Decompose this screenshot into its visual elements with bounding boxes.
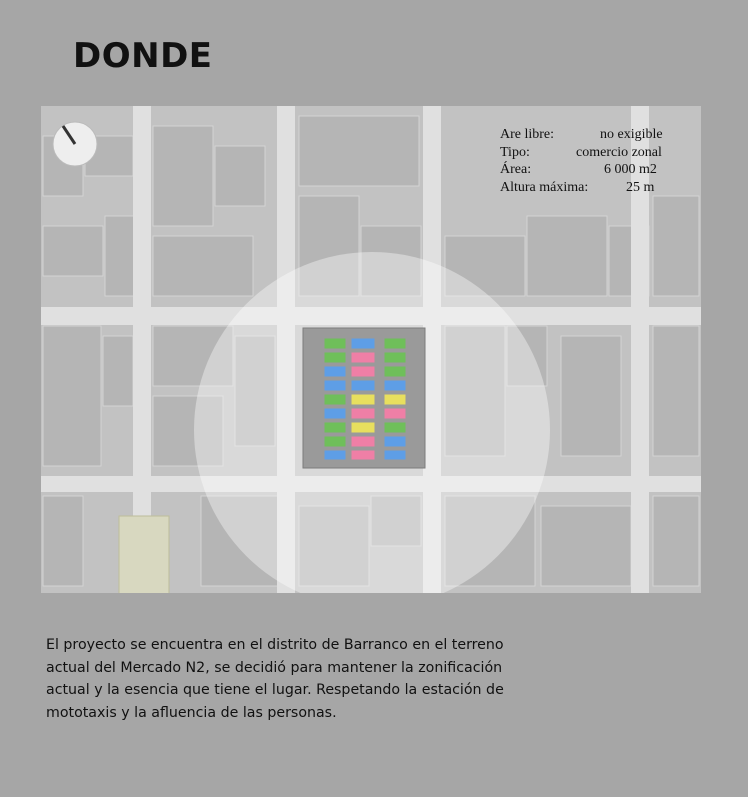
- info-value: comercio zonal: [576, 144, 662, 160]
- info-label: Altura máxima:: [500, 179, 589, 195]
- info-value: no exigible: [600, 127, 663, 142]
- info-value: 6 000 m2: [604, 162, 657, 177]
- info-value: 25 m: [626, 179, 655, 195]
- page-title: DONDE: [73, 36, 213, 76]
- site-info-panel: [500, 126, 690, 196]
- info-row-tipo: [500, 144, 690, 162]
- info-label: Área:: [500, 162, 532, 177]
- info-label: Tipo:: [500, 144, 530, 160]
- info-row-area: [500, 161, 690, 179]
- info-row-area-libre: [500, 126, 690, 144]
- description-text: El proyecto se encuentra en el distrito de Barranco en el terreno actual del Mercado N2, se decidió para mantener la zonificación actual y la esencia que tiene el lugar. Respetando la estación de mototaxis y la afluencia de las personas.: [46, 637, 504, 721]
- info-label: Are libre:: [500, 127, 555, 142]
- info-row-altura: [500, 179, 690, 197]
